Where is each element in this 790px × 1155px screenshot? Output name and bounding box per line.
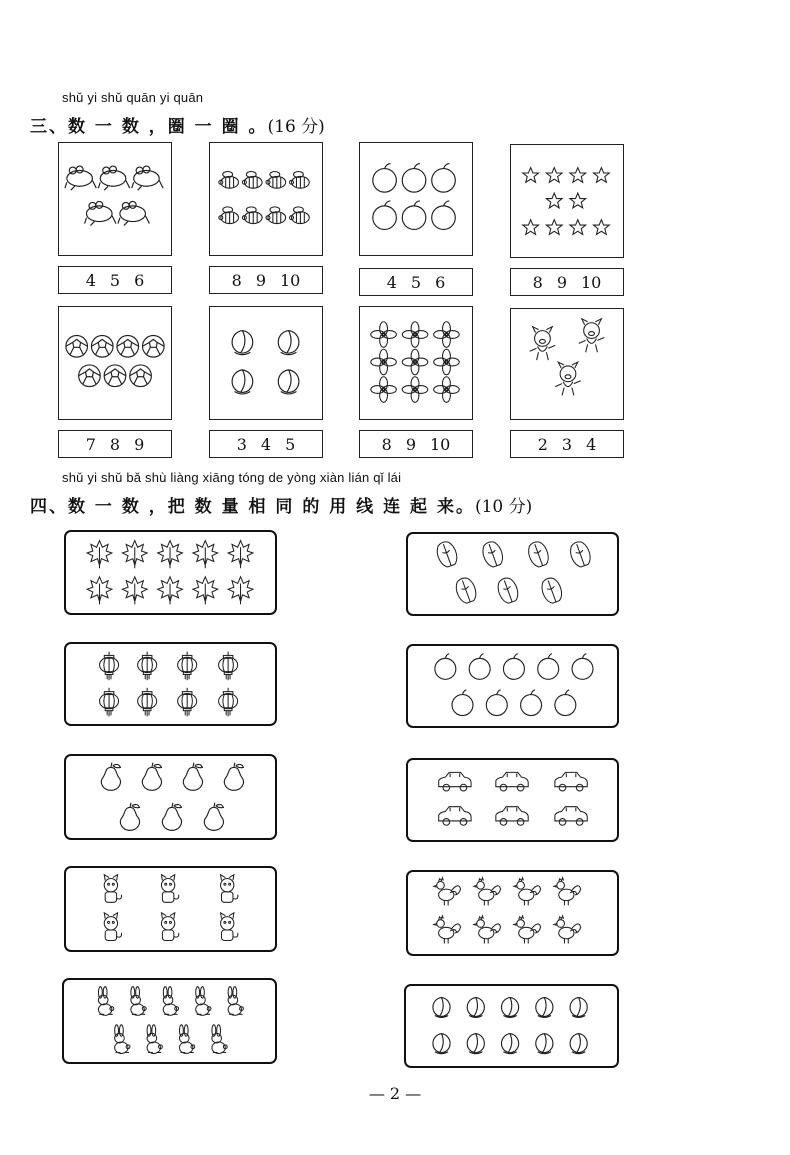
section3-pinyin: shǔ yi shǔ quān yi quān [62,90,204,105]
car-icon [408,760,617,840]
option-number[interactable]: 4 [586,434,597,454]
answer-options-bees[interactable] [209,266,323,294]
pear-icon [66,756,275,838]
section4-heading [30,492,532,517]
option-number[interactable]: 5 [410,272,422,292]
answer-options-stars[interactable] [510,268,624,296]
cabbage-icon [408,534,617,614]
cabbage-group-box[interactable] [406,532,619,616]
option-number[interactable]: 6 [134,270,145,290]
option-number[interactable]: 8 [381,434,392,454]
section3-points: (16 分) [267,117,325,137]
pig-picture-box [510,308,624,420]
flower-icon [360,307,472,419]
frog-icon [59,143,171,255]
peach-icon [210,307,322,419]
maple-leaf-icon [66,532,275,613]
option-number[interactable]: 6 [435,272,446,292]
apple-icon [408,646,617,726]
frog-picture-box [58,142,172,256]
apple-group-box[interactable] [406,644,619,728]
option-number[interactable]: 5 [285,434,296,454]
option-number[interactable]: 4 [85,270,96,290]
peach-picture-box [209,306,323,420]
page-number: — 2 — [368,1084,422,1103]
pear-group-box[interactable] [64,754,277,840]
section3-title: 三、数 一 数 ，圈 一 圈 。 [30,117,268,137]
kitten-group-box[interactable] [64,866,277,952]
answer-options-flowers[interactable] [359,430,473,458]
rabbit-icon [64,980,275,1062]
option-number[interactable]: 4 [386,272,397,292]
pig-icon [511,309,623,419]
option-number[interactable]: 8 [231,270,242,290]
ball-icon [59,307,171,419]
answer-options-apples[interactable] [359,268,473,296]
option-number[interactable]: 10 [430,434,451,454]
option-number[interactable]: 4 [260,434,272,454]
option-number[interactable]: 8 [532,272,543,292]
star-icon [511,145,623,257]
option-number[interactable]: 5 [109,270,121,290]
section4-pinyin: shǔ yi shǔ bǎ shù liàng xiāng tóng de yòng xiàn lián qǐ lái [62,470,402,485]
apple-picture-box [359,142,473,256]
option-number[interactable]: 10 [280,270,301,290]
option-number[interactable]: 9 [405,434,416,454]
option-number[interactable]: 9 [134,434,145,454]
lantern-icon [66,644,275,724]
rooster-icon [408,872,617,954]
answer-options-frogs[interactable] [58,266,172,294]
option-number[interactable]: 10 [581,272,602,292]
answer-options-peaches[interactable] [209,430,323,458]
section4-title: 四、数 一 数 ，把 数 量 相 同 的 用 线 连 起 来。 [30,497,475,517]
maple-leaf-group-box[interactable] [64,530,277,615]
section3-heading [30,112,325,137]
option-number[interactable]: 2 [537,434,548,454]
answer-options-pigs[interactable] [510,430,624,458]
rooster-group-box[interactable] [406,870,619,956]
kitten-icon [66,868,275,950]
peach-icon [406,986,617,1066]
section4-points: (10 分) [474,497,533,517]
answer-options-balls[interactable] [58,430,172,458]
option-number[interactable]: 9 [556,272,567,292]
car-group-box[interactable] [406,758,619,842]
option-number[interactable]: 9 [255,270,266,290]
ball-picture-box [58,306,172,420]
star-picture-box [510,144,624,258]
option-number[interactable]: 3 [236,434,247,454]
option-number[interactable]: 7 [85,434,96,454]
rabbit-group-box[interactable] [62,978,277,1064]
flower-picture-box [359,306,473,420]
bee-icon [210,143,322,255]
peach-group-box[interactable] [404,984,619,1068]
lantern-group-box[interactable] [64,642,277,726]
option-number[interactable]: 8 [109,434,121,454]
apple-icon [360,143,472,255]
option-number[interactable]: 3 [561,434,573,454]
bee-picture-box [209,142,323,256]
